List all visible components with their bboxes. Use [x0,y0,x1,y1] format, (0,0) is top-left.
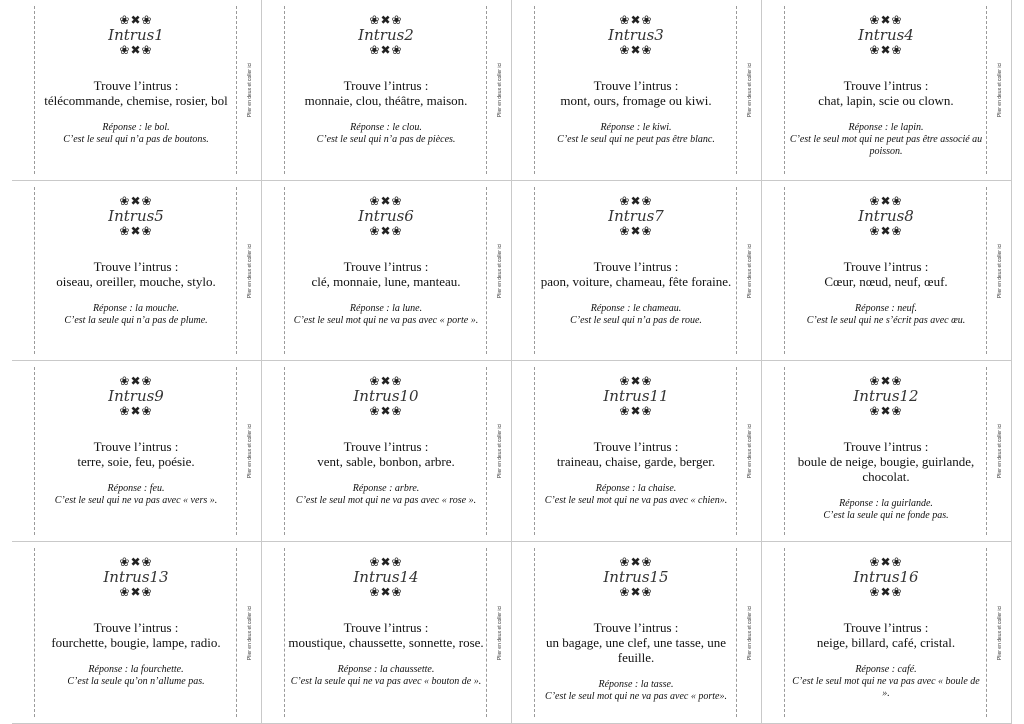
cut-line [486,6,487,174]
card-words: un bagage, une clef, une tasse, une feuille. [545,635,727,665]
riddle-card [262,361,512,542]
card-content [538,375,734,507]
fold-label: Plier en deux et coller ici [497,62,503,118]
card-answer [788,498,984,522]
explanation-line: C’est le seul mot qui ne va pas avec « boule de ». [792,676,980,699]
card-title: Intrus6 [358,207,414,225]
card-answer [538,122,734,146]
ornament-bottom-icon: ❀✖❀ [869,404,903,418]
card-content [788,195,984,327]
explanation-line: C’est le seul qui ne s’écrit pas avec œu. [806,315,966,326]
card-prompt: Trouve l’intrus : [93,259,179,274]
card-words: télécommande, chemise, rosier, bol [44,93,228,108]
ornament-bottom-icon: ❀✖❀ [119,404,153,418]
answer-line: Réponse : le kiwi. [600,122,672,133]
cut-line [736,6,737,174]
cut-line [486,187,487,354]
ornament-bottom-icon: ❀✖❀ [369,585,403,599]
card-content [788,375,984,522]
fold-label: Plier en deux et coller ici [747,62,753,118]
card-words: traineau, chaise, garde, berger. [556,454,716,469]
card-title: Intrus2 [358,26,414,44]
card-prompt: Trouve l’intrus : [843,259,929,274]
explanation-line: C’est la seule qu’on n’allume pas. [67,676,205,687]
card-title: Intrus15 [603,568,669,586]
cut-line [736,367,737,535]
answer-line: Réponse : feu. [107,483,165,494]
card-words: neige, billard, café, cristal. [816,635,956,650]
card-title: Intrus11 [603,387,669,405]
card-answer [38,664,234,688]
answer-line: Réponse : le bol. [102,122,170,133]
card-answer [788,664,984,700]
explanation-line: C’est le seul qui ne va pas avec « vers ». [54,495,218,506]
card-prompt: Trouve l’intrus : [843,78,929,93]
ornament-top-icon: ❀✖❀ [869,555,903,569]
answer-line: Réponse : le chameau. [590,303,682,314]
cut-line [736,548,737,717]
explanation-line: C’est la seule qui n’a pas de plume. [64,315,208,326]
card-title: Intrus4 [858,26,914,44]
fold-label: Plier en deux et coller ici [247,423,253,479]
answer-line: Réponse : la guirlande. [839,498,933,509]
ornament-bottom-icon: ❀✖❀ [119,43,153,57]
card-title: Intrus13 [103,568,169,586]
ornament-bottom-icon: ❀✖❀ [869,224,903,238]
cut-line [34,6,35,174]
cut-line [986,6,987,174]
card-words: fourchette, bougie, lampe, radio. [51,635,221,650]
card-content [38,14,234,146]
answer-line: Réponse : café. [855,664,917,675]
ornament-top-icon: ❀✖❀ [869,194,903,208]
cut-line [784,6,785,174]
ornament-bottom-icon: ❀✖❀ [869,43,903,57]
cut-line [284,548,285,717]
card-title: Intrus14 [353,568,419,586]
ornament-top-icon: ❀✖❀ [619,13,653,27]
answer-line: Réponse : la chaussette. [337,664,435,675]
cut-line [534,548,535,717]
fold-label: Plier en deux et coller ici [497,423,503,479]
cut-line [534,367,535,535]
riddle-card [512,181,762,361]
card-answer [288,483,484,507]
explanation-line: C’est le seul qui n’a pas de pièces. [316,134,456,145]
card-words: vent, sable, bonbon, arbre. [317,454,455,469]
answer-line: Réponse : neuf. [855,303,917,314]
card-answer [538,483,734,507]
card-title: Intrus1 [108,26,164,44]
fold-label: Plier en deux et coller ici [997,62,1003,118]
card-title: Intrus7 [608,207,664,225]
cut-line [236,6,237,174]
card-title: Intrus16 [853,568,919,586]
ornament-top-icon: ❀✖❀ [119,194,153,208]
cut-line [284,6,285,174]
card-words: moustique, chaussette, sonnette, rose. [288,635,484,650]
riddle-card [12,181,262,361]
riddle-card [762,0,1012,181]
card-words: Cœur, nœud, neuf, œuf. [824,274,948,289]
answer-line: Réponse : le lapin. [848,122,924,133]
fold-label: Plier en deux et coller ici [747,605,753,660]
cut-line [236,548,237,717]
card-content [788,556,984,700]
riddle-card [262,181,512,361]
riddle-card [762,542,1012,724]
cut-line [284,367,285,535]
card-prompt: Trouve l’intrus : [593,439,679,454]
card-content [38,556,234,688]
explanation-line: C’est la seule qui ne va pas avec « bouton de ». [290,676,482,687]
explanation-line: C’est le seul qui n’a pas de boutons. [63,134,209,145]
ornament-top-icon: ❀✖❀ [869,13,903,27]
answer-line: Réponse : la fourchette. [88,664,184,675]
card-words: monnaie, clou, théâtre, maison. [304,93,468,108]
explanation-line: C’est la seule qui ne fonde pas. [823,510,949,521]
card-answer [38,303,234,327]
card-title: Intrus8 [858,207,914,225]
cut-line [534,187,535,354]
cut-line [736,187,737,354]
card-prompt: Trouve l’intrus : [93,439,179,454]
fold-label: Plier en deux et coller ici [747,243,753,298]
cut-line [986,187,987,354]
ornament-bottom-icon: ❀✖❀ [119,585,153,599]
fold-label: Plier en deux et coller ici [247,62,253,118]
answer-line: Réponse : la lune. [349,303,423,314]
ornament-top-icon: ❀✖❀ [869,374,903,388]
card-title: Intrus9 [108,387,164,405]
ornament-top-icon: ❀✖❀ [119,374,153,388]
cut-line [236,367,237,535]
riddle-card [762,181,1012,361]
ornament-bottom-icon: ❀✖❀ [619,43,653,57]
explanation-line: C’est le seul mot qui ne va pas avec « chien». [544,495,728,506]
card-words: boule de neige, bougie, guirlande, chocolat. [797,454,975,484]
cut-line [284,187,285,354]
ornament-bottom-icon: ❀✖❀ [619,585,653,599]
card-content [288,556,484,688]
card-answer [788,122,984,158]
answer-line: Réponse : la tasse. [598,679,674,690]
card-words: mont, ours, fromage ou kiwi. [560,93,712,108]
ornament-top-icon: ❀✖❀ [119,13,153,27]
card-words: clé, monnaie, lune, manteau. [311,274,461,289]
card-content [538,556,734,703]
card-prompt: Trouve l’intrus : [843,620,929,635]
cut-line [236,187,237,354]
card-content [288,195,484,327]
fold-label: Plier en deux et coller ici [497,243,503,298]
cut-line [784,367,785,535]
ornament-top-icon: ❀✖❀ [619,374,653,388]
card-prompt: Trouve l’intrus : [93,620,179,635]
card-prompt: Trouve l’intrus : [93,78,179,93]
ornament-top-icon: ❀✖❀ [369,555,403,569]
ornament-top-icon: ❀✖❀ [619,555,653,569]
card-words: chat, lapin, scie ou clown. [818,93,954,108]
card-content [538,195,734,327]
ornament-bottom-icon: ❀✖❀ [369,43,403,57]
card-prompt: Trouve l’intrus : [593,78,679,93]
ornament-top-icon: ❀✖❀ [369,13,403,27]
card-content [38,375,234,507]
ornament-bottom-icon: ❀✖❀ [119,224,153,238]
ornament-top-icon: ❀✖❀ [119,555,153,569]
cut-line [34,367,35,535]
ornament-bottom-icon: ❀✖❀ [619,404,653,418]
riddle-card [762,361,1012,542]
card-prompt: Trouve l’intrus : [593,259,679,274]
card-words: paon, voiture, chameau, fête foraine. [540,274,732,289]
cut-line [34,548,35,717]
card-prompt: Trouve l’intrus : [843,439,929,454]
card-content [788,14,984,158]
explanation-line: C’est le seul qui n’a pas de roue. [570,315,702,326]
ornament-bottom-icon: ❀✖❀ [369,404,403,418]
riddle-card [262,0,512,181]
card-content [288,14,484,146]
explanation-line: C’est le seul mot qui ne va pas avec « porte ». [293,315,479,326]
card-words: terre, soie, feu, poésie. [77,454,195,469]
card-prompt: Trouve l’intrus : [343,78,429,93]
cut-line [986,367,987,535]
card-prompt: Trouve l’intrus : [343,620,429,635]
riddle-card [262,542,512,724]
card-answer [38,122,234,146]
card-title: Intrus5 [108,207,164,225]
cut-line [34,187,35,354]
ornament-bottom-icon: ❀✖❀ [369,224,403,238]
ornament-top-icon: ❀✖❀ [619,194,653,208]
cut-line [784,187,785,354]
card-answer [288,122,484,146]
card-content [538,14,734,146]
card-content [288,375,484,507]
cut-line [534,6,535,174]
fold-label: Plier en deux et coller ici [247,605,253,660]
cut-line [486,548,487,717]
cut-line [784,548,785,717]
explanation-line: C’est le seul qui ne peut pas être blanc. [557,134,715,145]
card-title: Intrus12 [853,387,919,405]
answer-line: Réponse : la mouche. [92,303,180,314]
card-title: Intrus10 [353,387,419,405]
card-answer [288,303,484,327]
riddle-card [12,0,262,181]
card-title: Intrus3 [608,26,664,44]
card-content [38,195,234,327]
card-answer [538,303,734,327]
card-words: oiseau, oreiller, mouche, stylo. [56,274,216,289]
answer-line: Réponse : le clou. [350,122,422,133]
card-prompt: Trouve l’intrus : [593,620,679,635]
card-answer [538,679,734,703]
fold-label: Plier en deux et coller ici [247,243,253,298]
fold-label: Plier en deux et coller ici [997,423,1003,479]
answer-line: Réponse : arbre. [352,483,420,494]
ornament-bottom-icon: ❀✖❀ [619,224,653,238]
card-prompt: Trouve l’intrus : [343,259,429,274]
card-answer [788,303,984,327]
answer-line: Réponse : la chaise. [595,483,677,494]
ornament-top-icon: ❀✖❀ [369,194,403,208]
riddle-card [512,542,762,724]
fold-label: Plier en deux et coller ici [747,423,753,479]
cut-line [486,367,487,535]
riddle-card [512,361,762,542]
fold-label: Plier en deux et coller ici [997,605,1003,660]
riddle-card [512,0,762,181]
fold-label: Plier en deux et coller ici [997,243,1003,298]
card-prompt: Trouve l’intrus : [343,439,429,454]
explanation-line: C’est le seul mot qui ne va pas avec « porte». [545,691,727,702]
card-answer [288,664,484,688]
explanation-line: C’est le seul mot qui ne va pas avec « rose ». [295,495,477,506]
cut-line [986,548,987,717]
ornament-top-icon: ❀✖❀ [369,374,403,388]
card-answer [38,483,234,507]
riddle-card [12,361,262,542]
ornament-bottom-icon: ❀✖❀ [869,585,903,599]
explanation-line: C’est le seul mot qui ne peut pas être associé au poisson. [789,134,983,157]
fold-label: Plier en deux et coller ici [497,605,503,660]
riddle-card [12,542,262,724]
